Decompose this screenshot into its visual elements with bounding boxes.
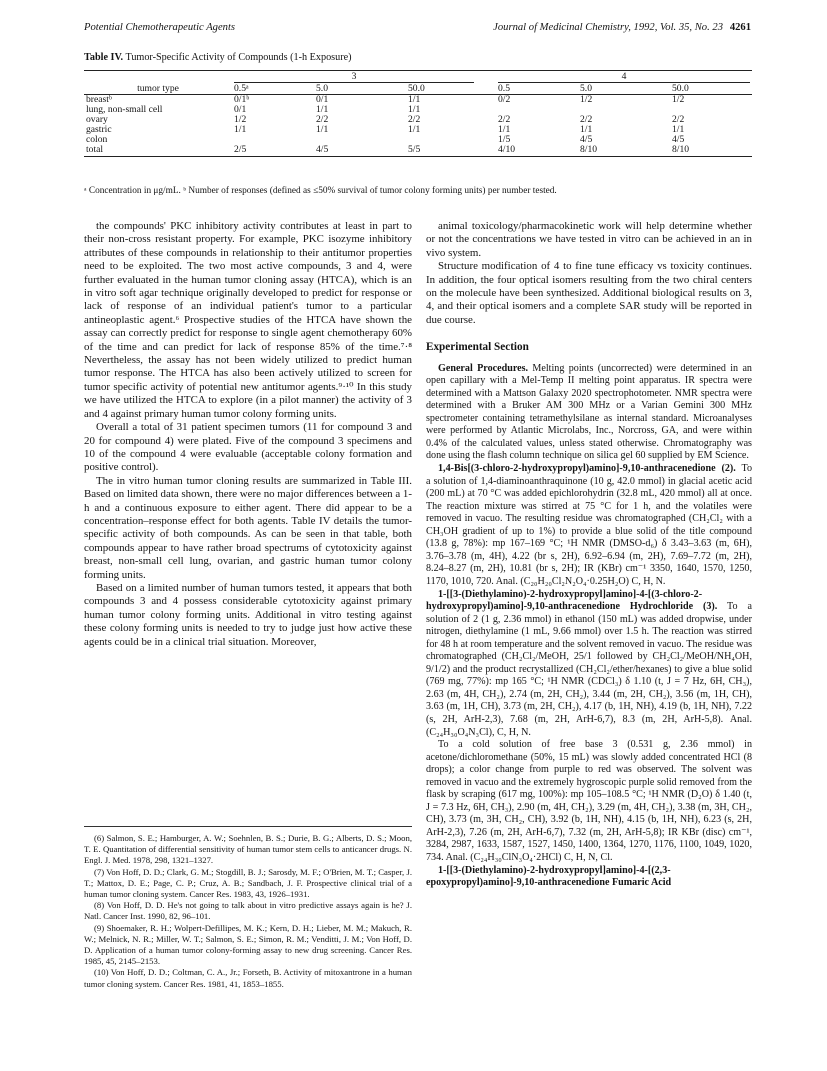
body-paragraph: Structure modification of 4 to fine tune efficacy vs toxicity continues. In addition, the four optical isomers resulting from the two chiral centers on the molecule have been synthesized. Additional biological results on 3, 4, and their optical isomers and a complete SAR study will be reported in due course. <box>426 260 752 326</box>
response-cell: 1/1 <box>498 124 511 136</box>
group-header-compound-4: 4 <box>498 72 750 83</box>
row-header: tumor type <box>84 84 232 95</box>
body-paragraph: animal toxicology/pharmacokinetic work will help determine whether or not the concentrations we have tested in vitro can be achieved in an in vivo system. <box>426 220 752 259</box>
response-cell: 8/10 <box>578 145 670 156</box>
response-cell: 1/1 <box>580 124 593 136</box>
right-column <box>426 220 752 890</box>
response-cell: 1/2 <box>580 94 593 106</box>
paragraph-text: To a solution of 2 (1 g, 2.36 mmol) in ethanol (150 mL) was added dropwise, under nitrogen, diethylamine (1 mL, 9.66 mmol) over 1.5 h. The reaction was stirred for 48 h at room temperature and the solvent removed in vacuo. The residue was chromatographed (CH₂Cl₂/MeOH, 25/1 followed by CH₂Cl₂/MeOH/NH₄OH, 9/1/2) and the product recrystallized (CH₂Cl₂/ether/hexanes) to give a blue solid (769 mg, 77%): mp 165 °C; ¹H NMR (CDCl₃) δ 1.10 (t, J = 7 Hz, 6H, CH₃), 2.63 (m, 4H, CH₂), 2.74 (m, 2H, CH₂), 3.44 (m, 2H, CH₂), 3.56 (m, 1H, CH), 3.63 (m, 1H, CH), 3.73 (m, 2H, CH₂), 4.17 (b, 1H, NH), 4.19 (b, 1H, NH), 7.22 (s, 2H, ArH-2,3), 7.68 (m, 2H, ArH-6,7), 8.3 (m, 2H, ArH-5,8). Anal. (C₂₄H₃₀O₄N₃Cl), C, H, N. <box>426 601 752 738</box>
response-cell: 4/10 <box>496 145 578 156</box>
paragraph-text: To a solution of 1,4-diaminoanthraquinone (10 g, 42.0 mmol) in glacial acetic acid (200 mL) at 70 °C was added epichlorohydrin (32.8 mL, 420 mmol) all at once. The reaction mixture was stirred at 75 °C for 1 h, and the volatiles were removed in vacuo. The resulting residue was chromatographed (CH₂Cl₂ with a CH₃OH gradient of up to 1%) to provide a blue solid of the title compound (13.8 g, 78%): mp 167–169 °C; ¹H NMR (DMSO-d₆) δ 3.43–3.63 (m, 6H), 3.76–3.78 (m, 4H), 4.22 (br s, 2H), 6.92–6.94 (m, 2H), 7.69–7.72 (m, 2H), 8.24–8.27 (m, 2H), 10.81 (br s, 2H); IR (KBr) cm⁻¹ 3350, 1640, 1570, 1250, 1170, 1010, 720. Anal. (C₂₀H₂₀Cl₂N₂O₄·0.25H₂O) C, H, N. <box>426 463 752 587</box>
response-cell: 1/1 <box>672 124 685 136</box>
response-cell: 4/5 <box>672 134 685 146</box>
left-column <box>84 220 412 649</box>
experimental-paragraph <box>426 589 752 740</box>
column-header: 5.0 <box>578 84 670 95</box>
experimental-paragraph <box>426 463 752 588</box>
running-head <box>84 22 751 38</box>
column-header: 50.0 <box>670 84 752 95</box>
response-cell: 0/1 <box>234 104 247 116</box>
column-header: 5.0 <box>314 84 406 95</box>
running-head-right: Journal of Medicinal Chemistry, 1992, Vol. 35, No. 23 <box>493 22 723 33</box>
response-cell: 0/2 <box>498 94 511 106</box>
response-cell: 2/5 <box>232 145 314 156</box>
body-paragraph: the compounds' PKC inhibitory activity contributes at least in part to their non-cross resistant property. For example, PKC isozyme inhibitory attributes of these compounds in relationship to their antitumor properties need to be exploited. The two most active compounds, 3 and 4, were further evaluated in the human tumor cloning assay (HTCA), which is an in vitro soft agar technique originally developed to predict for response or lack of response of an individual patient's tumor to a particular antineoplastic agent.⁶ Prospective studies of the HTCA have shown the assay can correctly predict for response to single agent chemotherapy 60% of the time and can predict for lack of response 85% of the time.⁷·⁸ Nevertheless, the assay has not been widely utilized to predict human tumor response. The HTCA has also been actively utilized to screen for tumor specific activity of potential new antitumor agents.⁹·¹⁰ In this study we have utilized the HTCA to explore (in a pilot manner) the activity of 3 and 4 against primary human tumor colony forming units. <box>84 220 412 420</box>
reference-item: (7) Von Hoff, D. D.; Clark, G. M.; Stogdill, B. J.; Sarosdy, M. F.; O'Brien, M. T.; Casper, J. T.; Mattox, D. E.; Page, C. P.; Cruz, A. B.; Sandbach, J. F. Prospective clinical trial of a human tumor cloning system. Cancer Res. 1983, 43, 1926–1931. <box>84 866 412 900</box>
tumor-type-cell: breastᵇ <box>86 94 112 106</box>
column-header: 0.5 <box>496 84 578 95</box>
reference-item: (10) Von Hoff, D. D.; Coltman, C. A., Jr.; Forseth, B. Activity of mitoxantrone in a human tumor cloning system. Cancer Res. 1981, 41, 1853–1855. <box>84 967 412 989</box>
response-cell: 0/1 <box>316 94 329 106</box>
table-label: Table IV. <box>84 52 124 63</box>
reference-item: (8) Von Hoff, D. D. He's not going to talk about in vitro predictive assays again is he? J. Natl. Cancer Inst. 1990, 82, 96–101. <box>84 900 412 922</box>
running-head-left: Potential Chemotherapeutic Agents <box>84 22 236 33</box>
response-cell: 2/2 <box>580 114 593 126</box>
tumor-type-cell: colon <box>86 134 108 146</box>
experimental-paragraph <box>426 363 752 463</box>
response-cell: 5/5 <box>406 145 476 156</box>
response-cell: 1/1 <box>408 104 421 116</box>
response-cell: 2/2 <box>316 114 329 126</box>
paragraph-text: Melting points (uncorrected) were determined in an open capillary with a Mel-Temp II melting point apparatus. IR spectra were determined with a Mattson Galaxy 2020 spectrophotometer. NMR spectra were determined with a Bruker AM 300 MHz or a Varian Gemini 300 MHz spectrometer containing tetramethylsilane as internal standard. Microanalyses were performed by Atlantic Microlabs, Inc., Norcross, GA, and were within 0.4% of the calculated values, unless stated otherwise. Chromatography was done using the flash column technique on silica gel 60 supplied by EM Science. <box>426 362 752 462</box>
reference-item: (9) Shoemaker, R. H.; Wolpert-Defillipes, M. K.; Kern, D. H.; Lieber, M. M.; Makuch, R. W.; Melnick, N. R.; Miller, W. T.; Salmon, S. E.; Simon, R. M.; Venditti, J. M.; Von Hoff, D. D. Application of a human tumor colony-forming assay to new drug screening. Cancer Res. 1985, 45, 2145–2153. <box>84 922 412 967</box>
response-cell: 4/5 <box>580 134 593 146</box>
table-caption <box>84 52 352 63</box>
paragraph-text: To a cold solution of free base 3 (0.531 g, 2.36 mmol) in acetone/dichloromethane (50%, 15 mL) was slowly added concentrated HCl (8 drops); a color change from purple to red was observed. The solvent was removed in vacuo and the extremely hygroscopic purple solid removed from the flask by scraping (617 mg, 100%): mp 105–108.5 °C; ¹H NMR (D₂O) δ 1.40 (t, J = 7.3 Hz, 6H, CH₃), 2.90 (m, 4H, CH₂), 3.29 (m, 4H, CH₂), 3.38 (m, 3H, CH₂, CH), 3.73 (m, 3H, CH₂, CH), 3.92 (b, 1H, NH), 4.15 (b, 1H, NH), 6.23 (s, 2H, ArH-2,3), 7.26 (m, 2H, ArH-6,7), 7.32 (m, 2H, ArH-5,8); IR KBr (disc) cm⁻¹, 3284, 2987, 1633, 1587, 1527, 1450, 1400, 1364, 1270, 1176, 1100, 1049, 1020, 734. Anal. (C₂₄H₃₀ClN₃O₄·2HCl) C, H, N, Cl. <box>426 739 752 863</box>
paragraph-run-in-title: General Procedures. <box>438 362 529 374</box>
response-cell: 2/2 <box>672 114 685 126</box>
table-row <box>84 145 752 156</box>
page-number: 4261 <box>729 22 751 33</box>
column-header: 0.5ᵃ <box>232 84 314 95</box>
body-paragraph: Overall a total of 31 patient specimen tumors (11 for compound 3 and 20 for compound 4) were plated. Five of the compound 3 specimens and 10 of the compound 4 were evaluable (acceptable colony formation and positive control). <box>84 421 412 474</box>
response-cell: 1/1 <box>408 124 421 136</box>
table-footnote: ᵃ Concentration in μg/mL. ᵇ Number of responses (defined as ≤50% survival of tumor colony forming units) per number tested. <box>84 186 557 196</box>
response-cell: 1/1 <box>234 124 247 136</box>
column-header: 50.0 <box>406 84 476 95</box>
body-paragraph: Based on a limited number of human tumors tested, it appears that both compounds 3 and 4 possess considerable cytotoxicity against primary human tumor colony forming units. Additional in vitro testing against these colony forming units is needed to try to judge just how active these agents could be in a clinical trial situation. Moreover, <box>84 581 412 648</box>
paragraph-run-in-title: 1,4-Bis[(3-chloro-2-hydroxypropyl)amino]-9,10-anthracenedione (2). <box>438 463 736 475</box>
response-cell: 2/2 <box>408 114 421 126</box>
response-cell: 1/2 <box>234 114 247 126</box>
reference-item: (6) Salmon, S. E.; Hamburger, A. W.; Soehnlen, B. S.; Durie, B. G.; Alberts, D. S.; Moon, T. E. Quantitation of differential sensitivity of human tumor stem cells to anticancer drugs. N. Engl. J. Med. 1978, 298, 1321–1327. <box>84 833 412 866</box>
response-cell: 4/5 <box>314 145 406 156</box>
tumor-activity-table <box>84 70 752 157</box>
table-body <box>84 95 752 156</box>
tumor-type-cell: lung, non-small cell <box>86 104 163 116</box>
section-heading: Experimental Section <box>426 341 529 354</box>
response-cell: 1/5 <box>498 134 511 146</box>
response-cell: 8/10 <box>670 145 752 156</box>
paragraph-run-in-title: 1-[[3-(Diethylamino)-2-hydroxypropyl]amino]-4-[(3-chloro-2-hydroxypropyl)amino]-9,10-anthracenedione Hydrochloride (3). <box>426 588 718 613</box>
response-cell: 1/1 <box>408 94 421 106</box>
tumor-type-cell: gastric <box>86 124 112 136</box>
tumor-type-cell: ovary <box>86 114 108 126</box>
response-cell: 0/1ᵇ <box>234 94 250 106</box>
group-header-compound-3: 3 <box>234 72 474 83</box>
experimental-section <box>426 363 752 890</box>
response-cell: 1/1 <box>316 104 329 116</box>
body-paragraph: The in vitro human tumor cloning results are summarized in Table III. Based on limited data shown, there were no major differences between a 1-h and a continuous exposure to either agent. There did appear to be a concentration–response effect for both agents. Table IV details the tumor-specific activity of both compounds. As can be seen in that table, both compounds appear to have rather broad spectrums of cytotoxicity against breast, non-small cell lung, ovarian, and gastric human tumor colony forming units. <box>84 474 412 581</box>
paragraph-run-in-title: 1-[[3-(Diethylamino)-2-hydroxypropyl]amino]-4-[(2,3-epoxypropyl)amino]-9,10-anthracenedione Fumaric Acid <box>426 864 672 889</box>
experimental-paragraph <box>426 739 752 864</box>
response-cell: 1/2 <box>672 94 685 106</box>
response-cell: 2/2 <box>498 114 511 126</box>
experimental-paragraph <box>426 865 752 890</box>
tumor-type-cell: total <box>84 145 232 156</box>
table-title: Tumor-Specific Activity of Compounds (1-h Exposure) <box>125 52 352 63</box>
response-cell: 1/1 <box>316 124 329 136</box>
references <box>84 826 412 990</box>
table-row <box>84 125 752 135</box>
